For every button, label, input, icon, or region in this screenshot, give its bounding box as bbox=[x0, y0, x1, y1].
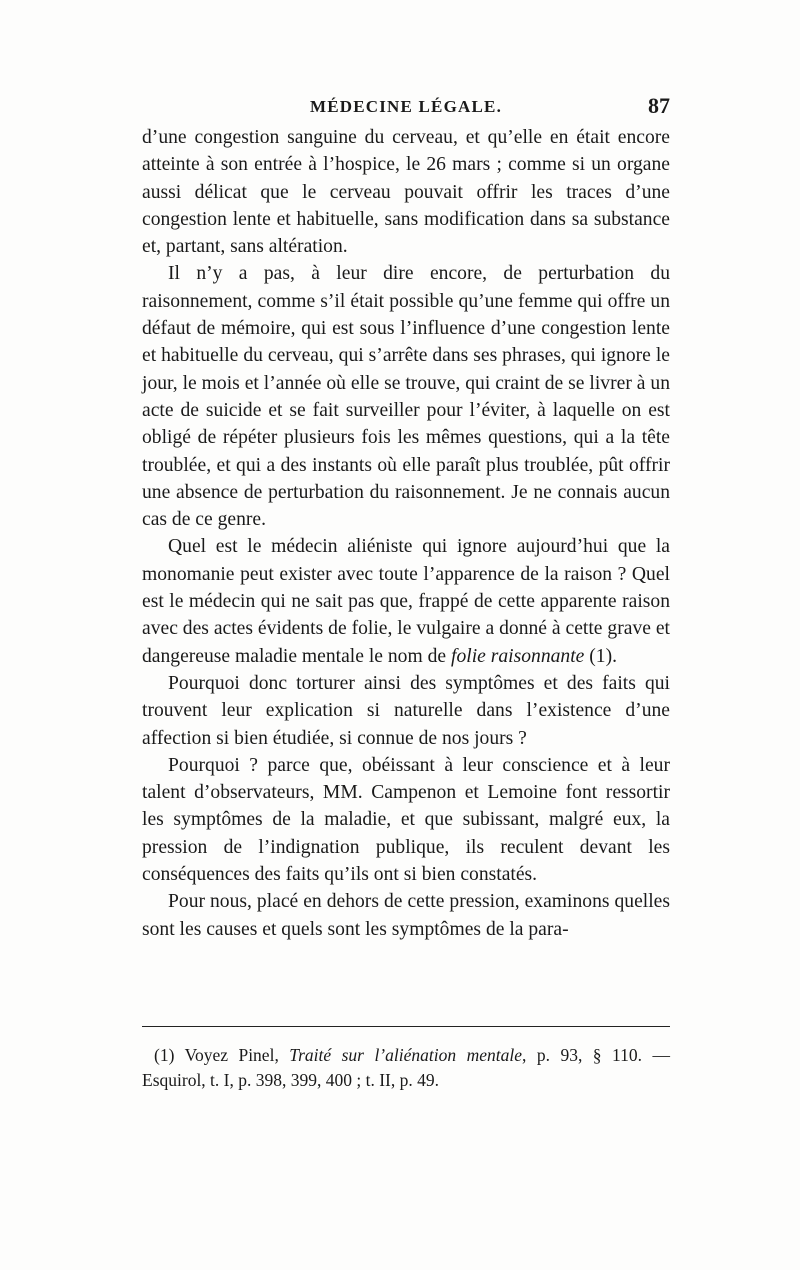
footnote bbox=[142, 1043, 670, 1093]
body-text bbox=[142, 124, 670, 943]
italic-term: folie raisonnante bbox=[451, 645, 585, 667]
footnote-divider bbox=[142, 1026, 670, 1027]
paragraph: Il n’y a pas, à leur dire encore, de perturbation du raisonnement, comme s’il était possible qu’une femme qui offre un défaut de mémoire, qui est sous l’influence d’une congestion lente et habituelle du cerveau, qui s’arrête dans ses phrases, qui ignore le jour, le mois et l’année où elle se trouve, qui craint de se livrer à un acte de suicide et se fait surveiller pour l’éviter, à laquelle on est obligé de répéter plusieurs fois les mêmes questions, qui a la tête troublée, et qui a des instants où elle paraît plus troublée, pût offrir une absence de perturbation du raisonnement. Je ne connais aucun cas de ce genre. bbox=[142, 263, 670, 531]
footnote-rest: , p. 93, § 110. — Esquirol, t. I, p. 398, 399, 400 ; t. II, p. 49. bbox=[142, 1045, 670, 1090]
footnote-title: Traité sur l’aliénation mentale bbox=[289, 1045, 522, 1065]
paragraph: Pourquoi ? parce que, obéissant à leur conscience et à leur talent d’observateurs, MM. Campenon et Lemoine font ressortir les symptômes de la maladie, et que subissant, malgré eux, la pression de l’indignation publique, ils reculent devant les conséquences des faits qu’ils ont si bien constatés. bbox=[142, 754, 670, 886]
footnote-text bbox=[142, 1043, 670, 1093]
page-header bbox=[142, 93, 670, 123]
running-head: MÉDECINE LÉGALE. bbox=[309, 97, 503, 116]
paragraph: d’une congestion sanguine du cerveau, et qu’elle en était encore atteinte à son entrée à l’hospice, le 26 mars ; comme si un organe aussi délicat que le cerveau pouvait offrir les traces d’une congestion lente et habituelle, sans modification dans sa substance et, partant, sans altération. bbox=[142, 127, 670, 258]
paragraph: Pourquoi donc torturer ainsi des symptômes et des faits qui trouvent leur explication si naturelle dans l’existence d’une affection si bien étudiée, si connue de nos jours ? bbox=[142, 672, 670, 749]
footnote-lead: (1) Voyez Pinel, bbox=[154, 1045, 290, 1065]
footnote-reference: (1). bbox=[584, 645, 618, 667]
paragraph: Pour nous, placé en dehors de cette pression, examinons quelles sont les causes et quels sont les symptômes de la para- bbox=[142, 891, 670, 940]
paragraph bbox=[142, 533, 670, 669]
page-number: 87 bbox=[648, 93, 670, 118]
paragraph-text: Quel est le médecin aliéniste qui ignore aujourd’hui que la monomanie peut exister avec toute l’apparence de la raison ? Quel est le médecin qui ne sait pas que, frappé de cette apparente raison avec des actes évidents de folie, le vulgaire a donné à cette grave et dangereuse maladie mentale le nom de bbox=[142, 536, 670, 667]
